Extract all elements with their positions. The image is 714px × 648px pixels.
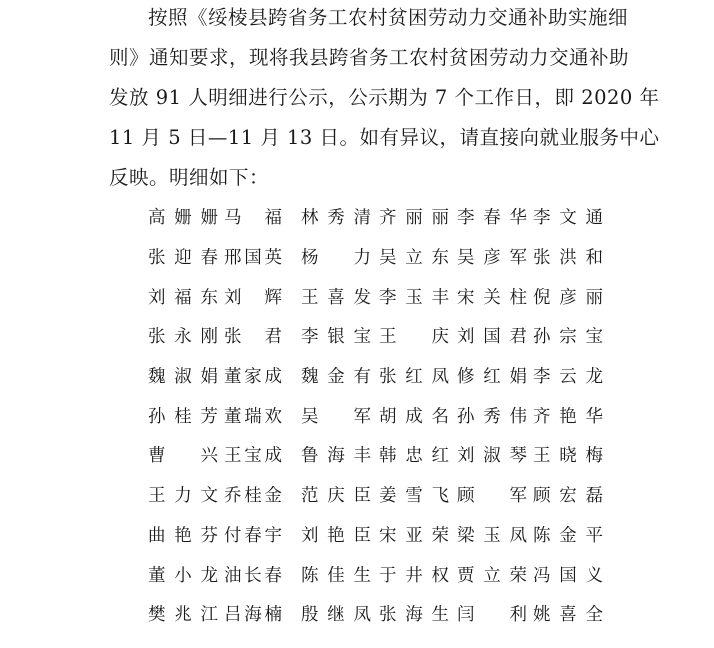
name-entry: 齐艳华 [533,407,603,427]
name-entry: 李春华 [457,208,527,228]
name-entry: 马福 [224,208,282,228]
name-entry: 王喜发 [301,288,371,308]
intro-line: 11 月 5 日—11 月 13 日。如有异议，请直接向就业服务中心 [109,126,660,149]
name-entry: 于井权 [379,566,449,586]
name-entry: 陈佳生 [301,566,371,586]
name-entry: 孙桂芳 [148,407,218,427]
name-entry: 顾宏磊 [533,486,603,506]
name-row [142,402,602,432]
name-entry: 倪彦丽 [533,288,603,308]
name-entry: 付春宇 [224,526,282,546]
name-entry: 吴彦军 [457,248,527,268]
name-entry: 李玉丰 [379,288,449,308]
name-row [142,521,602,551]
name-entry: 姚喜全 [533,605,603,625]
name-entry: 樊兆江 [148,605,218,625]
name-entry: 刘国君 [457,327,527,347]
name-entry: 宋关柱 [457,288,527,308]
name-row [142,561,602,591]
name-entry: 鲁海丰 [301,446,371,466]
name-entry: 胡成名 [379,407,449,427]
name-entry: 刘淑琴 [457,446,527,466]
name-entry: 张海生 [379,605,449,625]
name-entry: 孙秀伟 [457,407,527,427]
name-row [142,283,602,313]
name-entry: 魏淑娟 [148,367,218,387]
name-entry: 范庆臣 [301,486,371,506]
name-entry: 王力文 [148,486,218,506]
name-entry: 王宝成 [224,446,282,466]
name-entry: 曹兴 [148,446,218,466]
name-entry: 吕海楠 [224,605,282,625]
name-entry: 宋亚荣 [379,526,449,546]
name-row [142,243,602,273]
name-entry: 高姗姗 [148,208,218,228]
name-entry: 邢国英 [224,248,282,268]
name-entry: 董家成 [224,367,282,387]
name-entry: 贾立荣 [457,566,527,586]
name-entry: 魏金有 [301,367,371,387]
name-entry: 孙宗宝 [533,327,603,347]
name-entry: 张红凤 [379,367,449,387]
name-entry: 曲艳芬 [148,526,218,546]
name-entry: 李文通 [533,208,603,228]
intro-line: 反映。明细如下： [109,166,270,189]
name-entry: 董小龙 [148,566,218,586]
name-entry: 刘辉 [224,288,282,308]
name-entry: 冯国义 [533,566,603,586]
name-entry: 张迎春 [148,248,218,268]
name-entry: 李银宝 [301,327,371,347]
name-entry: 林秀清 [301,208,371,228]
name-entry: 闫利 [457,605,527,625]
name-entry: 殷继凤 [301,605,371,625]
name-row [142,600,602,630]
name-entry: 陈金平 [533,526,603,546]
name-row [142,481,602,511]
name-entry: 张洪和 [533,248,603,268]
name-entry: 韩忠红 [379,446,449,466]
name-row [142,441,602,471]
name-entry: 刘福东 [148,288,218,308]
name-entry: 王庆 [379,327,449,347]
intro-line: 按照《绥棱县跨省务工农村贫困劳动力交通补助实施细 [148,6,629,29]
name-entry: 李云龙 [533,367,603,387]
name-entry: 乔桂金 [224,486,282,506]
intro-line: 发放 91 人明细进行公示，公示期为 7 个工作日，即 2020 年 [109,86,660,109]
name-entry: 张君 [224,327,282,347]
name-entry: 吴军 [301,407,371,427]
name-entry: 顾军 [457,486,527,506]
name-row [142,322,602,352]
intro-line: 则》通知要求，现将我县跨省务工农村贫困劳动力交通补助 [109,46,630,69]
name-entry: 梁玉凤 [457,526,527,546]
name-entry: 杨力 [301,248,371,268]
name-entry: 修红娟 [457,367,527,387]
name-entry: 吴立东 [379,248,449,268]
name-entry: 张永刚 [148,327,218,347]
name-row [142,362,602,392]
name-entry: 王晓梅 [533,446,603,466]
name-entry: 齐丽丽 [379,208,449,228]
name-entry: 董瑞欢 [224,407,282,427]
name-entry: 姜雪飞 [379,486,449,506]
name-entry: 刘艳臣 [301,526,371,546]
name-row [142,203,602,233]
name-entry: 油长春 [224,566,282,586]
